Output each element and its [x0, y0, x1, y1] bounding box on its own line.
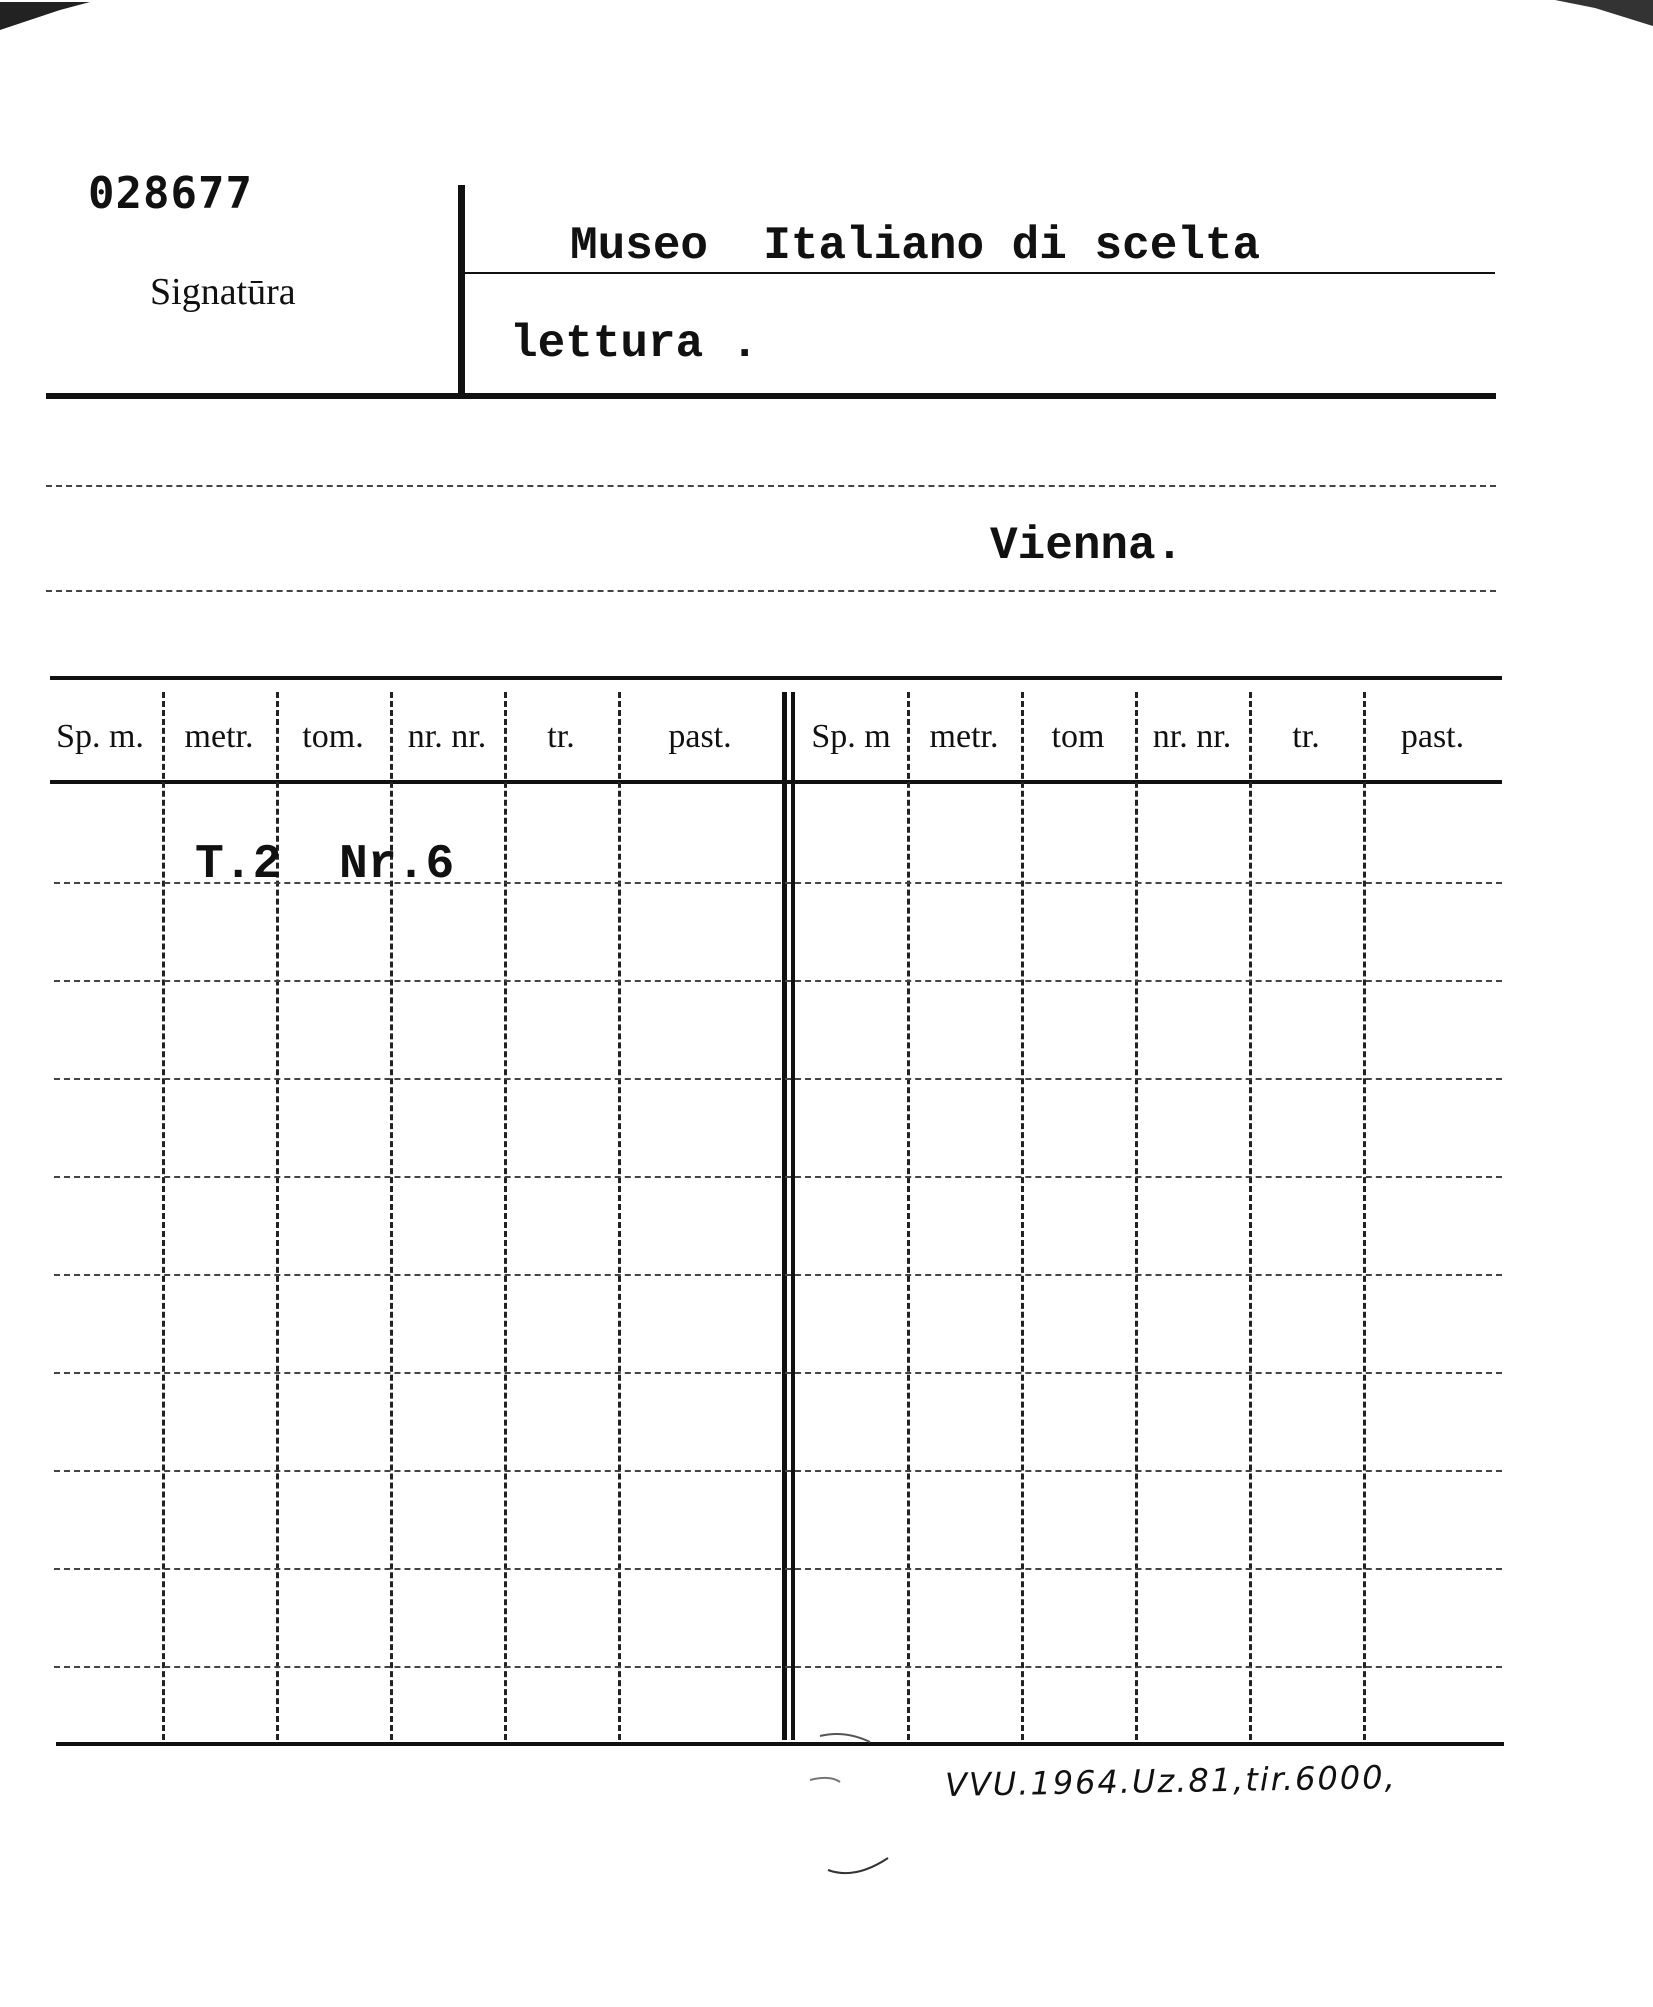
col-divider — [1363, 692, 1366, 1740]
col-divider — [1021, 692, 1024, 1740]
city-name: Vienna. — [990, 520, 1184, 572]
col-header-metr: metr. — [929, 718, 999, 755]
col-header-tr: tr. — [547, 718, 575, 755]
col-divider — [618, 692, 621, 1740]
col-header-nr-nr: nr. nr. — [407, 718, 487, 755]
table-header-rule — [50, 780, 1502, 784]
blank-rule-2 — [46, 590, 1496, 592]
col-header-sp-m: Sp. m. — [56, 718, 144, 755]
row-rule — [54, 1666, 1502, 1668]
row-rule — [54, 1470, 1502, 1472]
scan-mark-icon — [800, 1730, 910, 1890]
signature-number: 028677 — [88, 168, 253, 219]
title-line-2: lettura . — [510, 318, 759, 370]
corner-shadow-icon — [1555, 0, 1653, 30]
title-line-1: Museo Italiano di scelta — [570, 220, 1261, 272]
blank-rule-1 — [46, 485, 1496, 487]
row-rule — [54, 1568, 1502, 1570]
col-header-sp-m: Sp. m — [811, 718, 891, 755]
row-rule — [54, 1372, 1502, 1374]
col-header-metr: metr. — [184, 718, 254, 755]
row-rule — [54, 1176, 1502, 1178]
header-vertical-divider — [458, 185, 465, 393]
corner-shadow-icon — [0, 0, 90, 40]
col-divider — [907, 692, 910, 1740]
row-rule — [54, 1078, 1502, 1080]
signature-label: Signatūra — [150, 271, 296, 313]
header-bottom-rule — [46, 393, 1496, 399]
table-top-rule — [50, 676, 1502, 680]
table-center-divider-a — [782, 692, 787, 1740]
row-rule — [54, 980, 1502, 982]
col-divider — [1249, 692, 1252, 1740]
print-footnote: VVU.1964.Uz.81,tir.6000, — [944, 1758, 1398, 1804]
col-divider — [504, 692, 507, 1740]
title-underline — [465, 272, 1495, 274]
table-center-divider-b — [791, 692, 795, 1740]
col-header-tom: tom — [1051, 718, 1105, 755]
col-header-nr-nr: nr. nr. — [1152, 718, 1232, 755]
col-header-past: past. — [1400, 718, 1465, 755]
table-bottom-rule — [56, 1742, 1504, 1746]
col-header-tr: tr. — [1292, 718, 1320, 755]
row-rule — [54, 1274, 1502, 1276]
col-divider — [1135, 692, 1138, 1740]
col-divider — [162, 692, 165, 1740]
first-row-entry: T.2 Nr.6 — [195, 838, 455, 892]
col-header-past: past. — [668, 718, 732, 755]
col-header-tom: tom. — [302, 718, 364, 755]
